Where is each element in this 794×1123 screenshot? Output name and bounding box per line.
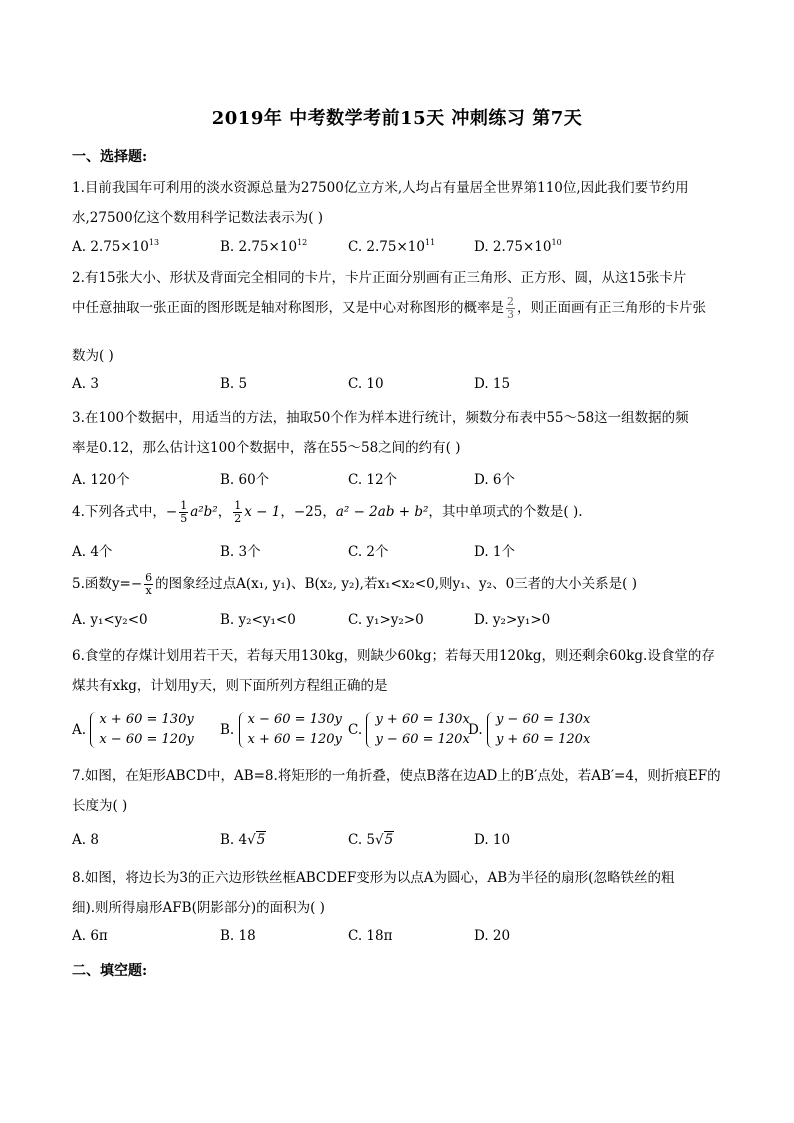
question-4-options bbox=[72, 540, 712, 560]
option-d: D. 20 bbox=[474, 928, 511, 944]
equation-system bbox=[90, 710, 193, 750]
question-3-options bbox=[72, 468, 712, 488]
separator: ， bbox=[322, 504, 336, 520]
question-4-line-1 bbox=[72, 500, 583, 525]
fraction-numerator: 1 bbox=[180, 499, 188, 512]
term-2-fraction bbox=[233, 500, 242, 525]
question-6-options bbox=[72, 710, 712, 754]
option-a-exponent: 13 bbox=[148, 238, 160, 247]
question-3-line-1: 3.在100个数据中，用适当的方法，抽取50个作为样本进行统计，频数分布表中55～58这一组数据的频 bbox=[72, 410, 689, 426]
option-c: C. 18π bbox=[348, 928, 393, 944]
question-5-options bbox=[72, 612, 712, 632]
equation-1: x + 60 = 130y bbox=[99, 712, 194, 727]
option-c-text: C. 2.75×10 bbox=[348, 239, 425, 255]
question-3-line-2: 率是0.12，那么估计这100个数据中，落在55～58之间的约有( ) bbox=[72, 440, 461, 456]
fraction-numerator: 6 bbox=[145, 571, 153, 584]
option-d: D. 15 bbox=[474, 376, 511, 392]
question-1-line-2: 水,27500亿这个数用科学记数法表示为( ) bbox=[72, 210, 324, 226]
fraction bbox=[144, 572, 153, 597]
option-b bbox=[220, 238, 307, 255]
term-2-rest: x − 1 bbox=[244, 504, 281, 520]
option-d bbox=[468, 710, 590, 750]
option-c: C. 10 bbox=[348, 376, 384, 392]
question-8-line-2: 细).则所得扇形AFB(阴影部分)的面积为( ) bbox=[72, 900, 325, 916]
equation-1: x − 60 = 130y bbox=[247, 712, 342, 727]
term-1-variables: a²b² bbox=[190, 504, 218, 520]
radicand: 5 bbox=[256, 832, 266, 848]
option-b-text: B. 2.75×10 bbox=[220, 239, 298, 255]
question-2-options bbox=[72, 376, 712, 396]
option-a: A. y₁<y₂<0 bbox=[72, 612, 148, 628]
equation-2: y − 60 = 120x bbox=[375, 732, 470, 747]
question-8-line-1: 8.如图，将边长为3的正六边形铁丝框ABCDEF变形为以点A为圆心，AB为半径的扇形(忽略铁丝的粗 bbox=[72, 870, 675, 886]
sqrt-symbol: √5 bbox=[247, 832, 266, 848]
term-1-fraction bbox=[179, 500, 188, 525]
separator: ， bbox=[280, 504, 294, 520]
option-b-exponent: 12 bbox=[297, 238, 308, 247]
term-3: −25 bbox=[293, 504, 323, 520]
question-5-rest: 的图象经过点A(x₁, y₁)、B(x₂, y₂),若x₁<x₂<0,则y₁、y₂、0三者的大小关系是( ) bbox=[155, 576, 638, 592]
question-8-options bbox=[72, 928, 712, 948]
equation-1: y − 60 = 130x bbox=[495, 712, 591, 727]
equation-2: y + 60 = 120x bbox=[495, 732, 591, 747]
fraction-numerator: 1 bbox=[234, 499, 242, 512]
equation-2: x − 60 = 120y bbox=[99, 732, 194, 747]
option-a: A. 4个 bbox=[72, 544, 113, 560]
option-d: D. 1个 bbox=[474, 544, 516, 560]
brace-icon bbox=[239, 712, 246, 748]
question-5-line-1 bbox=[72, 572, 637, 597]
option-a: A. 3 bbox=[72, 376, 99, 392]
option-c: C. 12个 bbox=[348, 472, 398, 488]
option-b bbox=[220, 832, 266, 848]
brace-icon bbox=[90, 712, 97, 748]
option-c: C. 2个 bbox=[348, 544, 389, 560]
question-4-suffix: ，其中单项式的个数是( ). bbox=[428, 504, 583, 520]
option-b: B. 3个 bbox=[220, 544, 261, 560]
option-c: C. y₁>y₂>0 bbox=[348, 612, 424, 628]
fraction-numerator: 2 bbox=[507, 295, 514, 308]
question-5-prefix: 5.函数y=− bbox=[72, 576, 143, 592]
option-c bbox=[348, 238, 435, 255]
fraction-denominator: 2 bbox=[234, 512, 242, 525]
question-6-line-2: 煤共有xkg，计划用y天，则下面所列方程组正确的是 bbox=[72, 678, 388, 694]
option-d: D. y₂>y₁>0 bbox=[474, 612, 551, 628]
option-a bbox=[72, 710, 194, 750]
option-d-label: D. bbox=[468, 722, 483, 738]
brace-icon bbox=[366, 712, 373, 748]
question-2-text-b: ，则正面画有正三角形的卡片张 bbox=[517, 300, 706, 316]
option-b: B. 60个 bbox=[220, 472, 270, 488]
option-a-label: A. bbox=[72, 722, 87, 738]
question-2-line-1: 2.有15张大小、形状及背面完全相同的卡片，卡片正面分别画有正三角形、正方形、圆，从这15张卡片 bbox=[72, 270, 687, 286]
option-a: A. 8 bbox=[72, 832, 99, 848]
equation-system bbox=[239, 710, 342, 750]
option-c-label: C. bbox=[348, 722, 363, 738]
question-6-line-1: 6.食堂的存煤计划用若干天，若每天用130kg，则缺少60kg；若每天用120kg，则还剩余60kg.设食堂的存 bbox=[72, 648, 715, 664]
option-b: B. 18 bbox=[220, 928, 256, 944]
sqrt-symbol: √5 bbox=[375, 832, 394, 848]
option-b: B. y₂<y₁<0 bbox=[220, 612, 296, 628]
question-7-line-2: 长度为( ) bbox=[72, 798, 128, 814]
section-heading-choice: 一、选择题: bbox=[72, 149, 148, 165]
option-d: D. 10 bbox=[474, 832, 511, 848]
section-heading-fill-in: 二、填空题: bbox=[72, 963, 148, 979]
question-2-line-3: 数为( ) bbox=[72, 348, 114, 364]
question-2-line-2 bbox=[72, 296, 706, 321]
question-7-line-1: 7.如图，在矩形ABCD中，AB=8.将矩形的一角折叠，使点B落在边AD上的B′点处，若AB′=4，则折痕EF的 bbox=[72, 768, 721, 784]
option-d: D. 6个 bbox=[474, 472, 516, 488]
option-d-text: D. 2.75×10 bbox=[474, 239, 552, 255]
option-a: A. 120个 bbox=[72, 472, 130, 488]
option-d bbox=[474, 238, 562, 255]
radicand: 5 bbox=[384, 832, 394, 848]
question-7-options bbox=[72, 832, 712, 852]
question-4-prefix: 4.下列各式中， bbox=[72, 504, 166, 520]
option-a: A. 6π bbox=[72, 928, 108, 944]
equation-system bbox=[487, 710, 590, 750]
option-b-label: B. bbox=[220, 722, 235, 738]
fraction-denominator: 3 bbox=[507, 308, 514, 321]
equation-system bbox=[366, 710, 469, 750]
option-b bbox=[220, 710, 342, 750]
option-c-exponent: 11 bbox=[424, 238, 436, 247]
equation-1: y + 60 = 130x bbox=[375, 712, 470, 727]
option-d-exponent: 10 bbox=[551, 238, 562, 247]
option-c bbox=[348, 710, 470, 750]
option-b: B. 5 bbox=[220, 376, 248, 392]
question-2-text-a: 中任意抽取一张正面的图形既是轴对称图形，又是中心对称图形的概率是 bbox=[72, 300, 504, 316]
option-b-coefficient: B. 4 bbox=[220, 832, 248, 848]
question-1-options bbox=[72, 238, 712, 258]
option-c bbox=[348, 832, 394, 848]
option-a-text: A. 2.75×10 bbox=[72, 239, 149, 255]
fraction-denominator: 5 bbox=[180, 512, 188, 525]
separator: ， bbox=[217, 504, 232, 520]
equation-2: x + 60 = 120y bbox=[247, 732, 342, 747]
question-1-line-1: 1.目前我国年可利用的淡水资源总量为27500亿立方米,人均占有量居全世界第110位,因此我们要节约用 bbox=[72, 180, 689, 196]
fraction bbox=[506, 296, 515, 321]
term-1-sign: − bbox=[165, 504, 178, 520]
option-c-coefficient: C. 5 bbox=[348, 832, 376, 848]
term-4: a² − 2ab + b² bbox=[335, 504, 429, 520]
fraction-denominator: x bbox=[145, 584, 152, 597]
brace-icon bbox=[487, 712, 494, 748]
page-title: 2019年 中考数学考前15天 冲刺练习 第7天 bbox=[211, 108, 583, 129]
option-a bbox=[72, 238, 159, 255]
